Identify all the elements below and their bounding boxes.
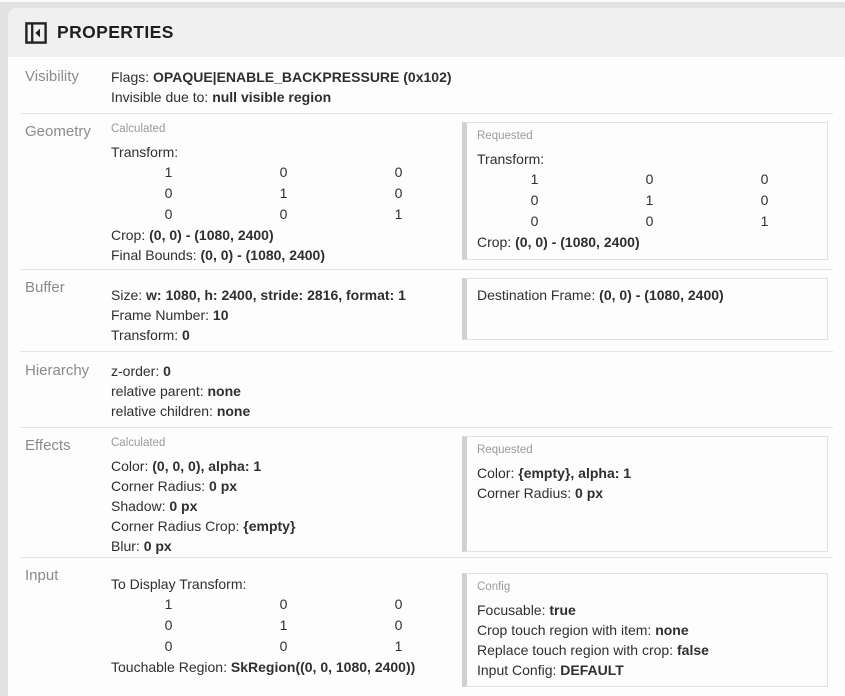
property-key: Replace touch region with crop: bbox=[477, 642, 674, 658]
property-row bbox=[111, 245, 455, 265]
matrix-cell: 0 bbox=[394, 164, 403, 180]
property-key: Color: bbox=[477, 465, 515, 481]
property-value: true bbox=[549, 602, 576, 618]
matrix-cell: 0 bbox=[645, 171, 654, 187]
section-geometry bbox=[8, 114, 845, 269]
property-key: Size: bbox=[111, 287, 143, 303]
matrix-cell: 1 bbox=[164, 164, 173, 180]
matrix-cell: 0 bbox=[645, 213, 654, 229]
property-key: Shadow: bbox=[111, 498, 166, 514]
property-value: {empty}, alpha: 1 bbox=[518, 465, 632, 481]
property-value: SkRegion((0, 0, 1080, 2400)) bbox=[230, 659, 416, 675]
requested-panel-effects bbox=[462, 436, 828, 552]
property-row bbox=[111, 456, 455, 476]
matrix-cell: 0 bbox=[760, 192, 769, 208]
matrix-cell: 0 bbox=[164, 185, 173, 201]
transform-matrix-calculated bbox=[111, 162, 455, 225]
property-row bbox=[111, 87, 828, 107]
matrix-cell: 1 bbox=[760, 213, 769, 229]
property-value: false bbox=[677, 642, 709, 658]
matrix-cell: 0 bbox=[279, 596, 288, 612]
property-row bbox=[111, 285, 455, 305]
property-value: 0 px bbox=[143, 538, 172, 554]
property-key: relative children: bbox=[111, 403, 213, 419]
left-panel-close-icon bbox=[25, 22, 47, 44]
section-effects bbox=[8, 428, 845, 557]
property-row bbox=[111, 657, 455, 677]
property-key: Crop touch region with item: bbox=[477, 622, 652, 638]
matrix-cell: 1 bbox=[279, 617, 288, 633]
matrix-cell: 1 bbox=[394, 206, 403, 222]
property-row bbox=[477, 600, 817, 620]
section-label-buffer: Buffer bbox=[25, 279, 65, 296]
property-key: Touchable Region: bbox=[111, 659, 227, 675]
property-key: Destination Frame: bbox=[477, 287, 596, 303]
matrix-cell: 0 bbox=[279, 164, 288, 180]
property-key: Crop: bbox=[111, 227, 146, 243]
property-key: Invisible due to: bbox=[111, 89, 209, 105]
matrix-cell: 0 bbox=[164, 617, 173, 633]
transform-matrix-requested bbox=[477, 169, 817, 232]
property-key: Corner Radius Crop: bbox=[111, 518, 240, 534]
section-hierarchy bbox=[8, 352, 845, 427]
property-key: Input Config: bbox=[477, 662, 557, 678]
property-key: Blur: bbox=[111, 538, 140, 554]
property-key: Flags: bbox=[111, 69, 150, 85]
property-value: (0, 0, 0), alpha: 1 bbox=[152, 458, 262, 474]
property-value: (0, 0) - (1080, 2400) bbox=[149, 227, 274, 243]
matrix-cell: 0 bbox=[164, 206, 173, 222]
properties-content bbox=[8, 57, 845, 696]
collapse-properties-button[interactable] bbox=[24, 21, 48, 45]
property-value: none bbox=[655, 622, 689, 638]
property-value: DEFAULT bbox=[560, 662, 624, 678]
matrix-cell: 0 bbox=[760, 171, 769, 187]
config-panel bbox=[462, 573, 828, 687]
top-edge-highlight bbox=[0, 0, 845, 2]
property-row bbox=[111, 225, 455, 245]
panel-title: PROPERTIES bbox=[57, 22, 174, 42]
properties-panel bbox=[8, 8, 845, 696]
property-value: 0 bbox=[182, 327, 190, 343]
matrix-cell: 0 bbox=[394, 617, 403, 633]
property-key: Transform: bbox=[111, 327, 179, 343]
matrix-cell: 0 bbox=[530, 213, 539, 229]
transform-label: Transform: bbox=[477, 151, 545, 167]
property-value: (0, 0) - (1080, 2400) bbox=[599, 287, 724, 303]
section-label-input: Input bbox=[25, 567, 59, 584]
property-key: z-order: bbox=[111, 363, 160, 379]
section-label-effects: Effects bbox=[25, 437, 71, 454]
property-row bbox=[111, 361, 828, 381]
matrix-cell: 0 bbox=[164, 638, 173, 654]
property-row bbox=[111, 496, 455, 516]
matrix-cell: 1 bbox=[279, 185, 288, 201]
destination-frame-panel bbox=[462, 278, 828, 340]
group-label-config: Config bbox=[477, 581, 511, 593]
property-key: Corner Radius: bbox=[477, 485, 572, 501]
property-key: Frame Number: bbox=[111, 307, 210, 323]
property-row bbox=[111, 67, 828, 87]
property-row bbox=[477, 285, 817, 305]
property-key: Focusable: bbox=[477, 602, 546, 618]
properties-header bbox=[8, 8, 845, 57]
property-value: {empty} bbox=[243, 518, 296, 534]
group-label-requested: Requested bbox=[477, 130, 533, 142]
property-value: (0, 0) - (1080, 2400) bbox=[515, 234, 640, 250]
section-label-visibility: Visibility bbox=[25, 68, 79, 85]
section-buffer bbox=[8, 270, 845, 351]
property-row bbox=[111, 401, 828, 421]
property-row bbox=[111, 516, 455, 536]
property-row bbox=[477, 620, 817, 640]
to-display-transform-matrix bbox=[111, 594, 455, 657]
matrix-cell: 0 bbox=[394, 185, 403, 201]
group-label-requested: Requested bbox=[477, 444, 533, 456]
property-value: 0 px bbox=[209, 478, 238, 494]
transform-label: Transform: bbox=[111, 144, 179, 160]
property-row bbox=[111, 325, 455, 345]
transform-label: To Display Transform: bbox=[111, 576, 247, 592]
group-label-calculated: Calculated bbox=[111, 123, 166, 135]
property-row bbox=[477, 232, 817, 252]
matrix-cell: 0 bbox=[530, 192, 539, 208]
property-value: 0 bbox=[163, 363, 171, 379]
property-value: (0, 0) - (1080, 2400) bbox=[200, 247, 326, 263]
matrix-cell: 0 bbox=[394, 596, 403, 612]
matrix-cell: 1 bbox=[530, 171, 539, 187]
property-value: OPAQUE|ENABLE_BACKPRESSURE (0x102) bbox=[153, 69, 452, 85]
section-label-hierarchy: Hierarchy bbox=[25, 362, 90, 379]
property-value: none bbox=[207, 383, 241, 399]
property-value: none bbox=[216, 403, 251, 419]
property-row bbox=[111, 536, 455, 556]
property-row bbox=[477, 660, 817, 680]
property-value: 0 px bbox=[575, 485, 604, 501]
property-key: Crop: bbox=[477, 234, 512, 250]
property-key: Color: bbox=[111, 458, 149, 474]
property-row bbox=[477, 483, 817, 503]
property-value: w: 1080, h: 2400, stride: 2816, format: 1 bbox=[146, 287, 406, 303]
matrix-cell: 0 bbox=[279, 638, 288, 654]
requested-panel-geometry bbox=[462, 122, 828, 260]
matrix-cell: 1 bbox=[645, 192, 654, 208]
property-key: relative parent: bbox=[111, 383, 204, 399]
property-value: 0 px bbox=[169, 498, 198, 514]
section-visibility bbox=[8, 57, 845, 113]
property-row bbox=[111, 305, 455, 325]
property-value: null visible region bbox=[212, 89, 332, 105]
section-label-geometry: Geometry bbox=[25, 123, 91, 140]
property-key: Corner Radius: bbox=[111, 478, 206, 494]
section-input bbox=[8, 558, 845, 696]
property-row bbox=[477, 640, 817, 660]
property-row bbox=[111, 381, 828, 401]
property-row bbox=[111, 476, 455, 496]
matrix-cell: 0 bbox=[279, 206, 288, 222]
matrix-cell: 1 bbox=[394, 638, 403, 654]
property-value: 10 bbox=[212, 307, 229, 323]
property-key: Final Bounds: bbox=[111, 247, 197, 263]
group-label-calculated: Calculated bbox=[111, 437, 166, 449]
property-row bbox=[477, 463, 817, 483]
matrix-cell: 1 bbox=[164, 596, 173, 612]
